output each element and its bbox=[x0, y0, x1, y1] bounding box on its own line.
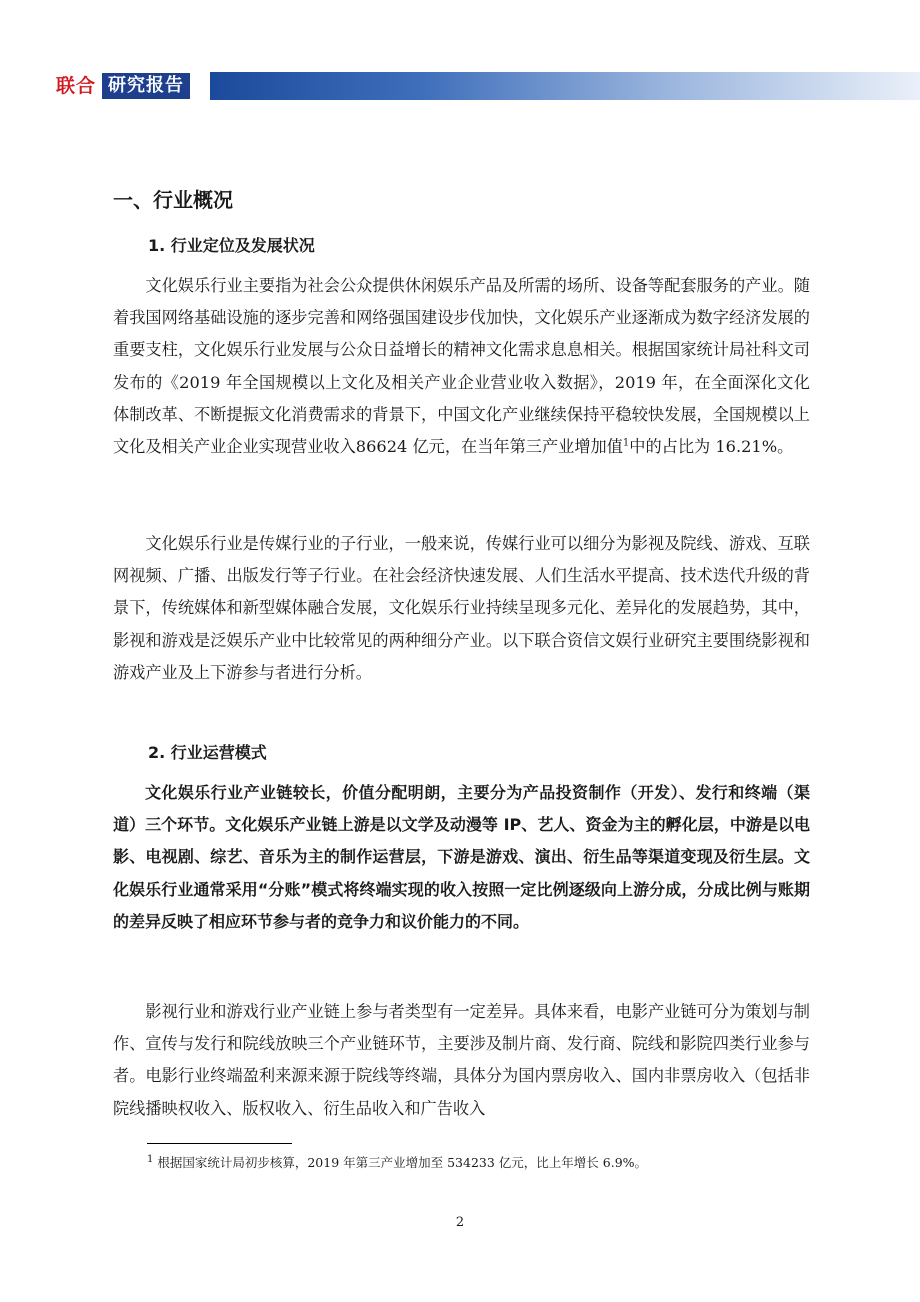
header-gradient-bar bbox=[210, 72, 920, 100]
footnote-ref[interactable]: 1 bbox=[622, 437, 630, 449]
subsection-title-2: 2. 行业运营模式 bbox=[148, 743, 267, 762]
section-title: 一、行业概况 bbox=[113, 188, 233, 212]
subsection-title-1: 1. 行业定位及发展状况 bbox=[148, 236, 315, 255]
logo-research-report: 研究报告 bbox=[102, 73, 190, 99]
footnote: $^1$ 根据国家统计局初步核算，2019 年第三产业增加至 534233 亿元，比上年增长 6.9%。 bbox=[147, 1153, 648, 1170]
paragraph-3-bold: 文化娱乐行业产业链较长，价值分配明朗，主要分为产品投资制作（开发）、发行和终端（渠道）三个环节。文化娱乐产业链上游是以文学及动漫等 IP、艺人、资金为主的孵化层，中游是以电影、电视剧、综艺、音乐为主的制作运营层，下游是游戏、演出、衍生品等渠道变现及衍生层。文化娱乐行业通常采用“分账”模式将终端实现的收入按照一定比例逐级向上游分成，分成比例与账期的差异反映了相应环节参与者的竞争力和议价能力的不同。 bbox=[113, 783, 810, 931]
footnote-mark: 1 bbox=[147, 1153, 154, 1165]
page-number: 2 bbox=[455, 1215, 465, 1230]
paragraph-4: 影视行业和游戏行业产业链上参与者类型有一定差异。具体来看，电影产业链可分为策划与制作、宣传与发行和院线放映三个产业链环节，主要涉及制片商、发行商、院线和影院四类行业参与者。电影行业终端盈利来源来源于院线等终端，具体分为国内票房收入、国内非票房收入（包括非院线播映权收入、版权收入、衍生品收入和广告收入 bbox=[113, 1002, 810, 1118]
paragraph-2: 文化娱乐行业是传媒行业的子行业，一般来说，传媒行业可以细分为影视及院线、游戏、互联网视频、广播、出版发行等子行业。在社会经济快速发展、人们生活水平提高、技术迭代升级的背景下，传统媒体和新型媒体融合发展，文化娱乐行业持续呈现多元化、差异化的发展趋势，其中，影视和游戏是泛娱乐产业中比较常见的两种细分产业。以下联合资信文娱行业研究主要围绕影视和游戏产业及上下游参与者进行分析。 bbox=[113, 534, 810, 682]
footnote-divider bbox=[147, 1143, 292, 1144]
logo-lianhe: 联合 bbox=[56, 75, 97, 97]
paragraph-1: 文化娱乐行业主要指为社会公众提供休闲娱乐产品及所需的场所、设备等配套服务的产业。随着我国网络基础设施的逐步完善和网络强国建设步伐加快，文化娱乐产业逐渐成为数字经济发展的重要支柱，文化娱乐行业发展与公众日益增长的精神文化需求息息相关。根据国家统计局社科文司发布的《2019 年全国规模以上文化及相关产业企业营业收入数据》，2019 年，在全面深化文化体制改革、不断提振文化消费需求的背景下，中国文化产业继续保持平稳较快发展，全国规模以上文化及相关产业企业实现营业收入86624 亿元，在当年第三产业增加值$^1$中的占比为 16.21%。 bbox=[113, 276, 810, 457]
